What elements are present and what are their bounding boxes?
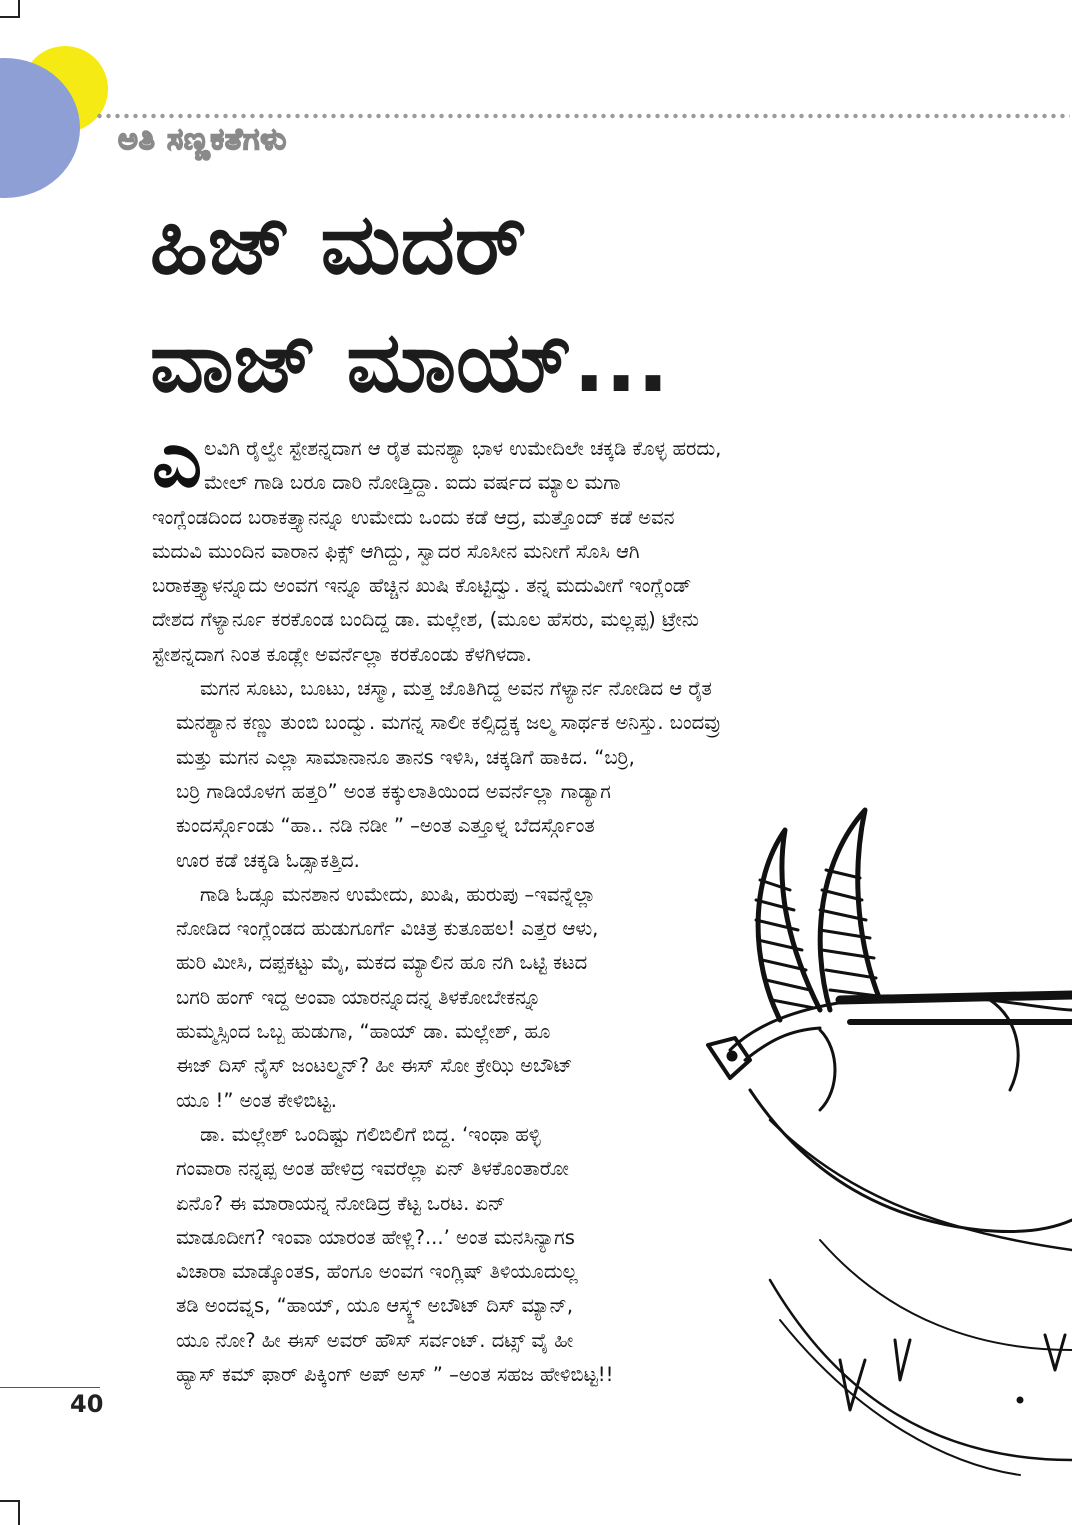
text-line: ಸ್ಟೇಶನ್ನದಾಗ ನಿಂತ ಕೂಡ್ಲೇ ಅವರ್ನೆಲ್ಲಾ ಕರಕೊಂಡು ಕೆಳಗಿಳದಾ. — [152, 642, 532, 666]
text-line: ಹ್ಯಾಸ್ ಕಮ್ ಫಾರ್ ಪಿಕ್ಕಿಂಗ್ ಅಪ್ ಅಸ್ ” –ಅಂತ ಸಹಜ ಹೇಳಿಬಿಟ್ಟ!! — [176, 1363, 614, 1387]
text-line: ಲವಿಗಿ ರೈಲ್ವೇ ಸ್ಟೇಶನ್ನದಾಗ ಆ ರೈತ ಮನಶ್ಯಾ ಭಾಳ ಉಮೇದಿಲೇ ಚಕ್ಕಡಿ ಕೊಳ್ಳ ಹರದು, — [204, 437, 722, 460]
text-line: ಇಂಗ್ಲೆಂಡದಿಂದ ಬರಾಕತ್ತ್ಯಾನನ್ನೂ ಉಮೇದು ಒಂದು ಕಡೆ ಆದ್ರ, ಮತ್ತೊಂದ್ ಕಡೆ ಅವನ — [152, 505, 675, 529]
text-line: ವಿಚಾರಾ ಮಾಡ್ಕೊಂತs, ಹೆಂಗೂ ಅಂವಗ ಇಂಗ್ಲಿಷ್ ತಿಳಿಯೂದುಲ್ಲ — [176, 1260, 578, 1284]
footer-rule — [0, 1387, 100, 1388]
text-line: ಬಗರಿ ಹಂಗ್ ಇದ್ದ ಅಂವಾ ಯಾರನ್ನೂದನ್ನ ತಿಳಕೋಬೇಕನ್ನೂ — [176, 985, 542, 1009]
text-line: ಮಾಡೂದೀಗ? ಇಂವಾ ಯಾರಂತ ಹೇಳ್ಲಿ?...’ ಅಂತ ಮನಸಿನ್ಯಾಗs — [176, 1225, 575, 1249]
crop-mark-top-h — [0, 16, 20, 18]
text-line: ಈಜ್ ದಿಸ್ ನೈಸ್ ಜಂಟಲ್ಮನ್? ಹೀ ಈಸ್ ಸೋ ಕ್ರೇಝಿ ಅಬೌಟ್ — [176, 1054, 573, 1078]
title-line-1: ಹಿಜ್ ಮದರ್ — [150, 195, 527, 293]
text-line: ಬರ್ರಿ ಗಾಡಿಯೊಳಗ ಹತ್ತರಿ” ಅಂತ ಕಕ್ಕುಲಾತಿಯಿಂದ ಅವರ್ನೆಲ್ಲಾ ಗಾಡ್ಯಾಗ — [176, 779, 611, 803]
page-number: 40 — [70, 1390, 104, 1418]
crop-mark-bottom-h — [0, 1500, 20, 1502]
crop-mark-bottom — [18, 1500, 20, 1525]
text-line: ಊರ ಕಡೆ ಚಕ್ಕಡಿ ಓಡ್ಸಾಕತ್ತಿದ. — [176, 848, 360, 872]
text-line: ಗಂವಾರಾ ನನ್ನಪ್ಪ ಅಂತ ಹೇಳಿದ್ರ ಇವರೆಲ್ಲಾ ಏನ್ ತಿಳಕೊಂತಾರೋ — [176, 1157, 569, 1181]
text-line: ಮದುವಿ ಮುಂದಿನ ವಾರಾನ ಫಿಕ್ಸ್ ಆಗಿದ್ದು, ಸ್ವಾದರ ಸೊಸೀನ ಮನೀಗೆ ಸೊಸಿ ಆಗಿ — [152, 539, 640, 563]
text-line: ನೋಡಿದ ಇಂಗ್ಲೆಂಡದ ಹುಡುಗೂರ್ಗೆ ವಿಚಿತ್ರ ಕುತೂಹಲ! ಎತ್ತರ ಆಳು, — [176, 917, 599, 941]
text-line: ಮತ್ತು ಮಗನ ಎಲ್ಲಾ ಸಾಮಾನಾನೂ ತಾನs ಇಳಿಸಿ, ಚಕ್ಕಡಿಗೆ ಹಾಕಿದ. “ಬರ್ರಿ, — [176, 745, 635, 769]
text-line: ಮನಶ್ಯಾನ ಕಣ್ಣು ತುಂಬಿ ಬಂದ್ವು. ಮಗನ್ನ ಸಾಲೀ ಕಲ್ಸಿದ್ದಕ್ಕ ಜಲ್ಮ ಸಾರ್ಥಕ ಅನಿಸ್ತು. ಬಂದವ್ರು — [176, 711, 721, 735]
title-line-2: ವಾಜ್ ಮಾಯ್... — [150, 313, 669, 411]
text-line: ಯೂ !” ಅಂತ ಕೇಳಿಬಿಟ್ಟ. — [176, 1088, 337, 1112]
text-line: ಕುಂದರ್ಸ್ಗೊಂಡು “ಹಾ.. ನಡಿ ನಡೀ ” –ಅಂತ ಎತ್ತೂಳ್ನ ಬೆದರ್ಸ್ಗೊಂತ — [176, 814, 595, 838]
paragraph-1 — [152, 432, 897, 672]
text-line: ಯೂ ನೋ? ಹೀ ಈಸ್ ಅವರ್ ಹೌಸ್ ಸರ್ವಂಟ್. ದಟ್ಸ್ ವೈ ಹೀ — [176, 1328, 574, 1352]
article-title — [150, 185, 1030, 421]
text-line: ಹುರಿ ಮೀಸಿ, ದಪ್ಪಕಟ್ಟು ಮೈ, ಮಕದ ಮ್ಯಾಲಿನ ಹೂ ನಗಿ ಒಟ್ಟಿ ಕಟದ — [176, 951, 588, 975]
drop-cap: ಎ — [152, 415, 203, 505]
text-line: ಏನೊ? ಈ ಮಾರಾಯನ್ನ ನೋಡಿದ್ರ ಕೆಟ್ಟ ಒರಟ. ಏನ್ — [176, 1191, 506, 1215]
text-line: ದೇಶದ ಗೆಳ್ಯಾರ್ನೂ ಕರಕೊಂಡ ಬಂದಿದ್ದ ಡಾ. ಮಲ್ಲೇಶ, (ಮೂಲ ಹೆಸರು, ಮಲ್ಲಪ್ಪ) ಟ್ರೇನು — [152, 608, 699, 632]
text-line: ಮಗನ ಸೂಟು, ಬೂಟು, ಚಸ್ಮಾ, ಮತ್ತ ಜೊತಿಗಿದ್ದ ಅವನ ಗೆಳ್ಯಾರ್ನ ನೋಡಿದ ಆ ರೈತ — [200, 677, 712, 701]
dotted-rule — [95, 113, 1070, 119]
text-line: ಬರಾಕತ್ತ್ಯಾಳನ್ನೂದು ಅಂವಗ ಇನ್ನೂ ಹೆಚ್ಚಿನ ಖುಷಿ ಕೊಟ್ಟಿದ್ವು. ತನ್ನ ಮದುವೀಗೆ ಇಂಗ್ಲೆಂಡ್ — [152, 574, 692, 598]
text-line: ತಡಿ ಅಂದವ್ನs, “ಹಾಯ್, ಯೂ ಆಸ್ಕ್ಡ್ ಅಬೌಟ್ ದಿಸ್ ಮ್ಯಾನ್, — [176, 1294, 574, 1318]
text-line: ಡಾ. ಮಲ್ಲೇಶ್ ಒಂದಿಷ್ಟು ಗಲಿಬಿಲಿಗೆ ಬಿದ್ದ. ‘ಇಂಥಾ ಹಳ್ಳಿ — [200, 1122, 541, 1146]
section-label: ಅತಿ ಸಣ್ಣಕತೆಗಳು — [118, 122, 288, 157]
text-line: ಹುಮ್ಮಸ್ಸಿಂದ ಒಬ್ಬ ಹುಡುಗಾ, “ಹಾಯ್ ಡಾ. ಮಲ್ಲೇಶ್, ಹೂ — [176, 1020, 551, 1044]
text-line: ಮೇಲ್ ಗಾಡಿ ಬರೂ ದಾರಿ ನೋಡ್ತಿದ್ದಾ. ಐದು ವರ್ಷದ ಮ್ಯಾಲ ಮಗಾ — [204, 471, 621, 495]
ox-head-sketch-icon — [690, 760, 1072, 1480]
text-line: ಗಾಡಿ ಓಡ್ಸೂ ಮನಶಾನ ಉಮೇದು, ಖುಷಿ, ಹುರುಪು –ಇವನ್ನೆಲ್ಲಾ — [200, 882, 596, 906]
